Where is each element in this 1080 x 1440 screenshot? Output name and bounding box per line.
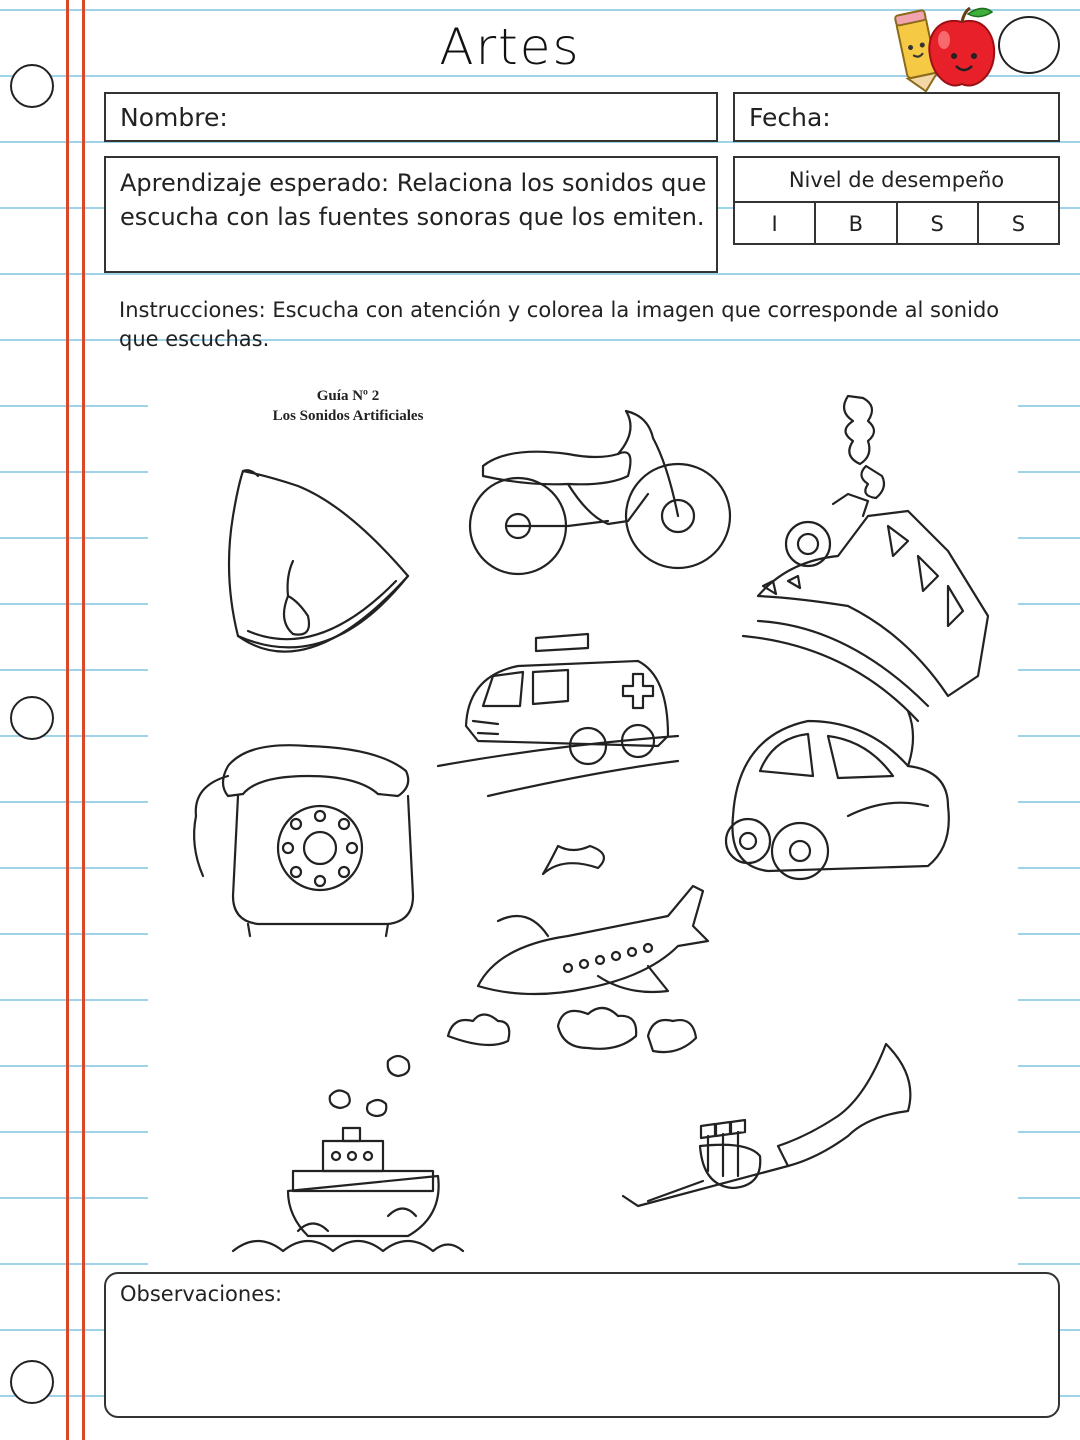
worksheet-image <box>148 376 1018 1272</box>
page-title: Artes <box>439 18 581 76</box>
name-label: Nombre: <box>120 103 228 132</box>
observations-box[interactable] <box>104 1272 1060 1418</box>
binder-hole <box>10 696 54 740</box>
binder-hole <box>10 1360 54 1404</box>
ambulance-drawing[interactable] <box>438 634 678 796</box>
worksheet-title: Guía Nº 2 <box>316 388 380 404</box>
performance-level-cell[interactable]: S <box>1011 212 1026 236</box>
bell-drawing[interactable] <box>229 470 408 651</box>
margin-line <box>82 0 85 1440</box>
car-drawing[interactable] <box>726 711 949 879</box>
instructions-text: Instrucciones: Escucha con atención y colorea la imagen que corresponde al sonido que escuchas. <box>119 298 1000 351</box>
performance-table <box>733 156 1060 245</box>
name-field[interactable] <box>104 92 718 142</box>
date-label: Fecha: <box>749 103 831 132</box>
date-field[interactable] <box>733 92 1060 142</box>
airplane-drawing[interactable] <box>448 846 708 1052</box>
binder-hole <box>10 64 54 108</box>
pencil-apple-icon <box>888 4 998 92</box>
grade-circle <box>998 16 1060 74</box>
performance-level-cell[interactable]: S <box>898 203 979 245</box>
learning-objective-text: Aprendizaje esperado: Relaciona los sonidos que escucha con las fuentes sonoras que los emiten. <box>120 169 707 231</box>
performance-level-cell[interactable]: I <box>735 203 816 245</box>
worksheet-subtitle: Los Sonidos Artificiales <box>272 408 424 424</box>
learning-objective-box <box>104 156 718 273</box>
train-drawing[interactable] <box>743 396 988 721</box>
motorcycle-drawing[interactable] <box>470 411 730 574</box>
boat-drawing[interactable] <box>233 1056 463 1251</box>
telephone-drawing[interactable] <box>194 745 413 936</box>
performance-level-cell[interactable]: B <box>816 203 897 245</box>
trumpet-drawing[interactable] <box>623 1044 910 1206</box>
observations-label: Observaciones: <box>120 1282 283 1306</box>
performance-heading: Nivel de desempeño <box>735 158 1058 203</box>
margin-line <box>66 0 69 1440</box>
